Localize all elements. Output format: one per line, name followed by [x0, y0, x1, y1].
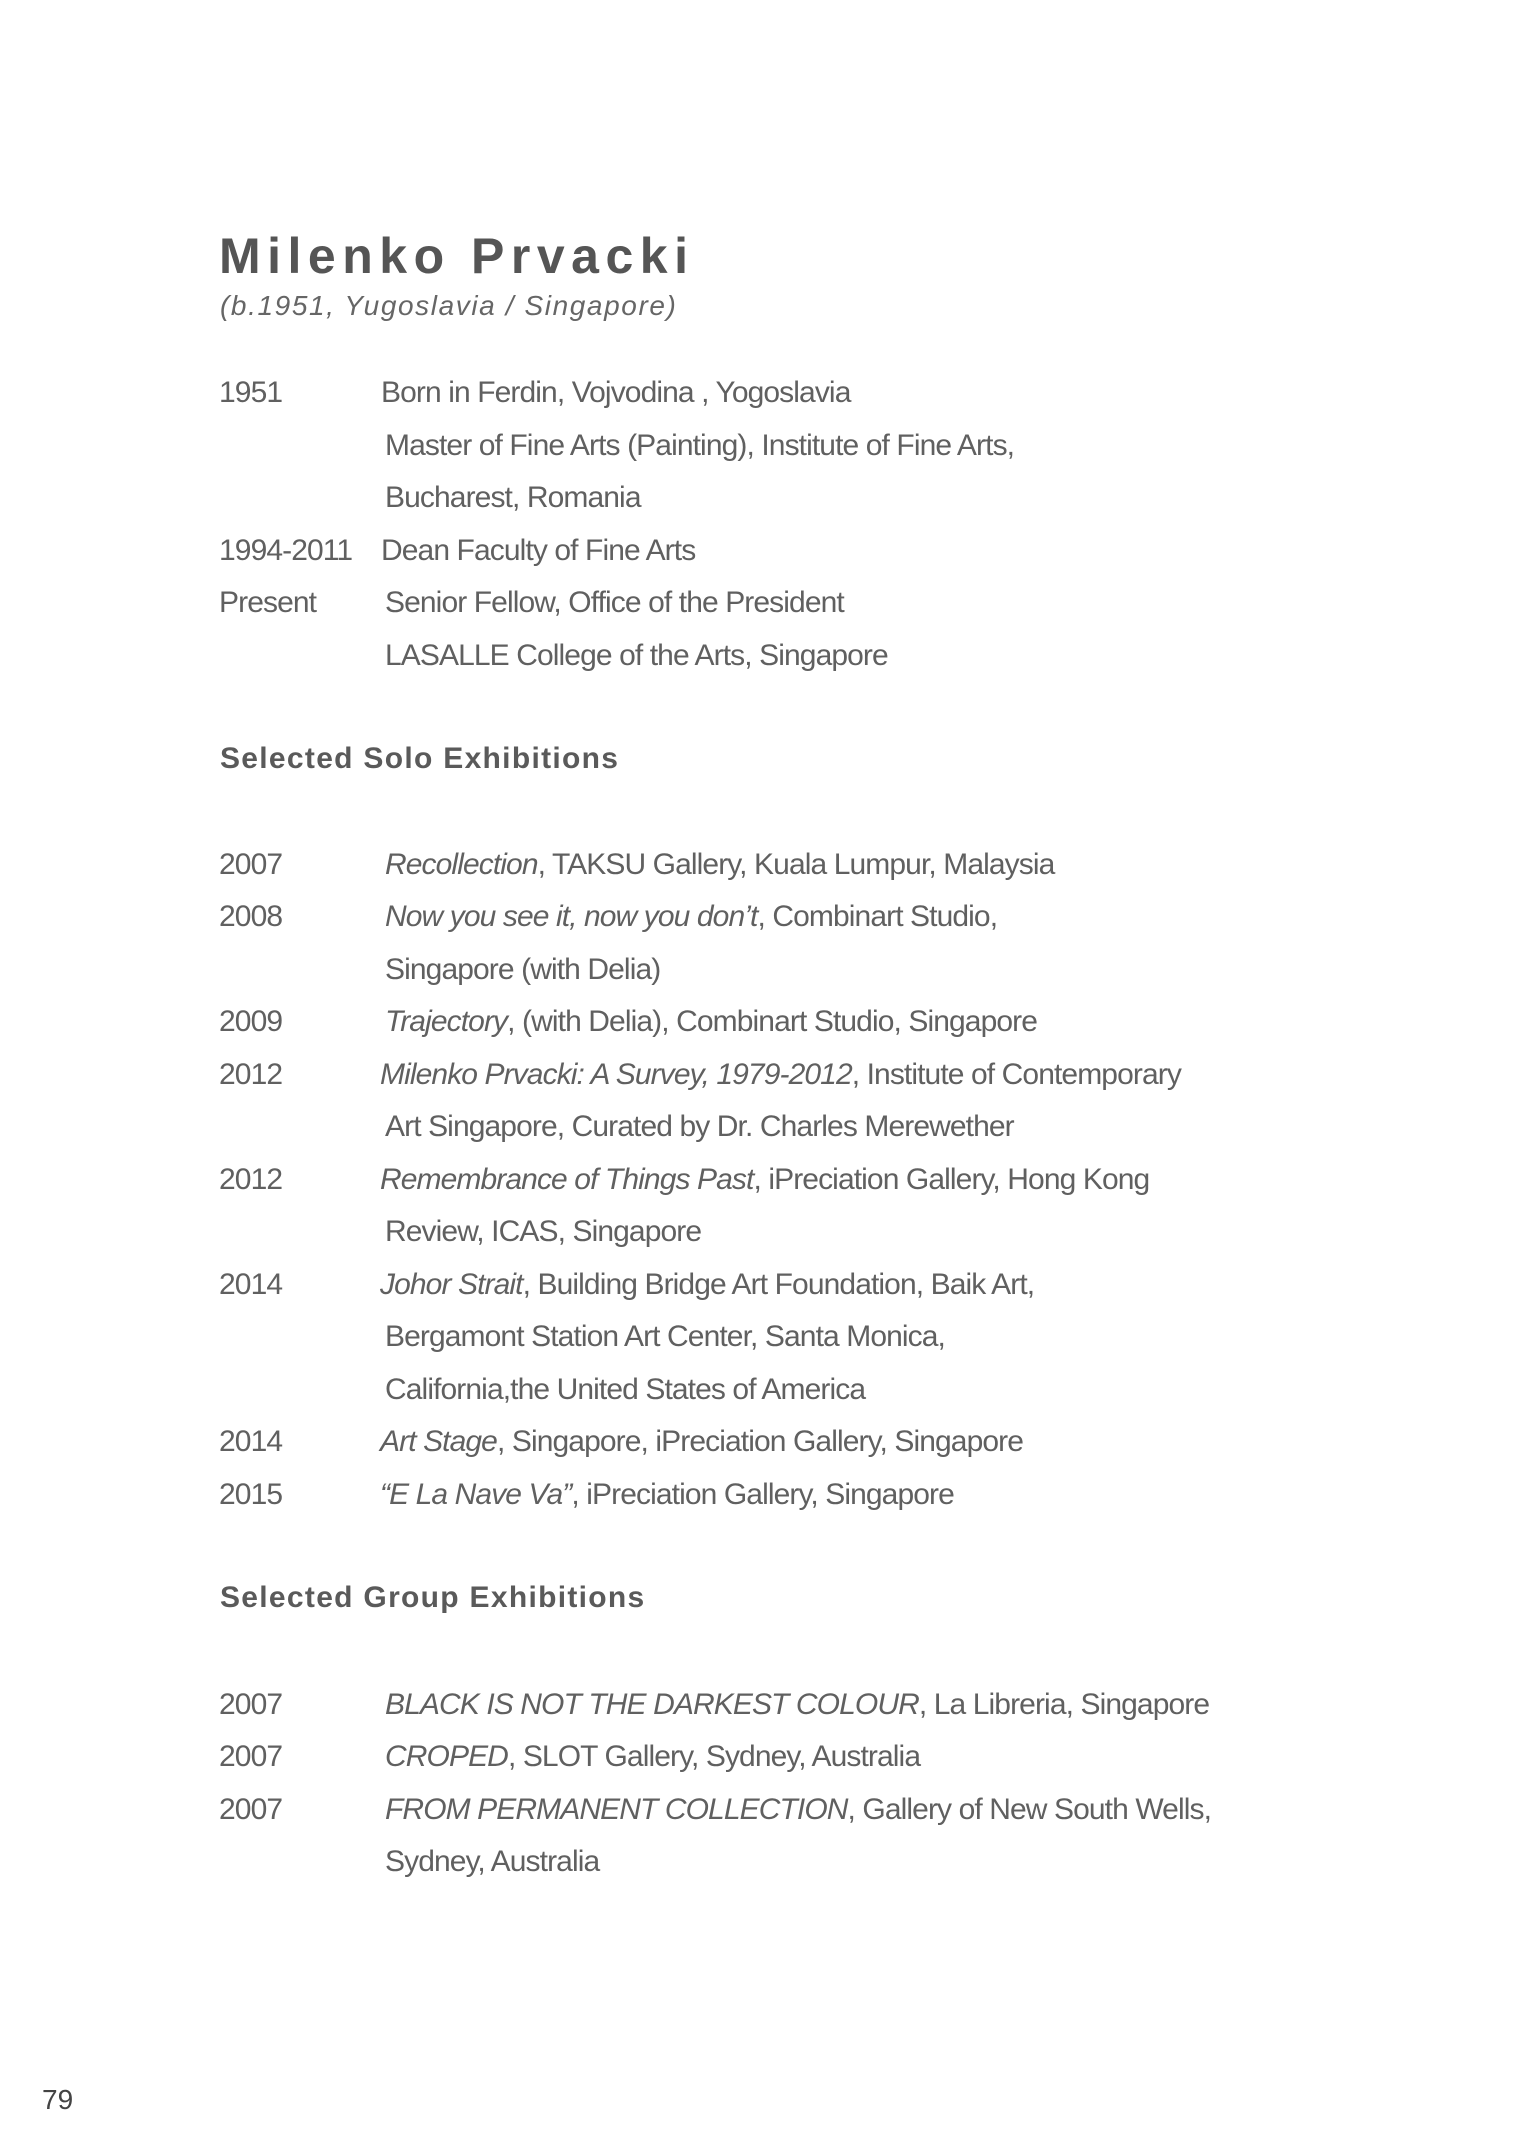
exhibition-text	[385, 1315, 945, 1359]
artist-name: Milenko Prvacki	[219, 228, 695, 284]
exhibition-title: Milenko Prvacki: A Survey, 1979-2012	[380, 1058, 852, 1091]
exhibition-year: 2014	[219, 1268, 283, 1301]
exhibition-text	[385, 1105, 1014, 1149]
exhibition-title: Remembrance of Things Past	[380, 1163, 754, 1196]
exhibition-details: , TAKSU Gallery, Kuala Lumpur, Malaysia	[537, 848, 1055, 881]
exhibition-year: 2008	[219, 900, 283, 933]
bio-text: Dean Faculty of Fine Arts	[381, 534, 696, 567]
exhibition-title: Art Stage	[380, 1425, 497, 1458]
exhibition-details: , Gallery of New South Wells,	[847, 1793, 1212, 1826]
exhibition-text	[385, 843, 1054, 887]
exhibition-year: 2007	[219, 1793, 283, 1826]
exhibition-year: 2007	[219, 1688, 283, 1721]
exhibition-details: Review, ICAS, Singapore	[385, 1215, 702, 1248]
bio-text: Senior Fellow, Office of the President	[385, 586, 844, 619]
exhibition-year: 2007	[219, 1740, 283, 1773]
exhibition-year: 2012	[219, 1163, 283, 1196]
exhibition-details: Sydney, Australia	[385, 1845, 600, 1878]
exhibition-text	[380, 1053, 1181, 1097]
bio-text: LASALLE College of the Arts, Singapore	[385, 639, 888, 672]
exhibition-details: Art Singapore, Curated by Dr. Charles Merewether	[385, 1110, 1014, 1143]
solo-exhibitions-heading: Selected Solo Exhibitions	[220, 742, 620, 775]
exhibition-details: Singapore (with Delia)	[385, 953, 661, 986]
exhibition-title: Recollection	[385, 848, 538, 881]
exhibition-details: , La Libreria, Singapore	[918, 1688, 1210, 1721]
exhibition-text	[385, 1368, 865, 1412]
exhibition-text	[380, 1473, 954, 1517]
exhibition-details: , iPreciation Gallery, Singapore	[571, 1478, 954, 1511]
bio-text: Born in Ferdin, Vojvodina , Yogoslavia	[381, 376, 851, 409]
group-exhibitions-heading: Selected Group Exhibitions	[220, 1581, 646, 1614]
artist-birth-info: (b.1951, Yugoslavia / Singapore)	[220, 290, 678, 321]
exhibition-title: BLACK IS NOT THE DARKEST COLOUR	[385, 1688, 919, 1721]
bio-text: Bucharest, Romania	[385, 481, 641, 514]
bio-text: Master of Fine Arts (Painting), Institute of Fine Arts,	[385, 429, 1015, 462]
bio-year: 1951	[219, 376, 283, 409]
exhibition-details: California,the United States of America	[385, 1373, 866, 1406]
exhibition-text	[385, 1210, 701, 1254]
exhibition-text	[380, 1420, 1023, 1464]
exhibition-details: , SLOT Gallery, Sydney, Australia	[507, 1740, 921, 1773]
exhibition-text	[385, 1683, 1209, 1727]
exhibition-details: Bergamont Station Art Center, Santa Monica,	[385, 1320, 945, 1353]
exhibition-year: 2015	[219, 1478, 283, 1511]
exhibition-details: , Singapore, iPreciation Gallery, Singapore	[496, 1425, 1024, 1458]
bio-year: Present	[219, 586, 317, 619]
exhibition-title: CROPED	[385, 1740, 508, 1773]
page-number: 79	[42, 2084, 74, 2115]
exhibition-details: , (with Delia), Combinart Studio, Singapore	[507, 1005, 1038, 1038]
exhibition-title: Trajectory	[385, 1005, 508, 1038]
exhibition-text	[380, 1158, 1149, 1202]
exhibition-details: , Combinart Studio,	[757, 900, 998, 933]
exhibition-text	[385, 1735, 920, 1779]
exhibition-text	[385, 1000, 1037, 1044]
exhibition-text	[385, 948, 660, 992]
exhibition-text	[385, 895, 997, 939]
exhibition-text	[380, 1263, 1034, 1307]
exhibition-title: Now you see it, now you don’t	[385, 900, 758, 933]
bio-year: 1994-2011	[219, 534, 353, 567]
exhibition-details: , Building Bridge Art Foundation, Baik Art,	[522, 1268, 1035, 1301]
exhibition-year: 2007	[219, 848, 283, 881]
exhibition-year: 2012	[219, 1058, 283, 1091]
exhibition-year: 2009	[219, 1005, 283, 1038]
exhibition-title: “E La Nave Va”	[380, 1478, 572, 1511]
exhibition-title: Johor Strait	[380, 1268, 523, 1301]
exhibition-details: , iPreciation Gallery, Hong Kong	[753, 1163, 1150, 1196]
exhibition-text	[385, 1840, 599, 1884]
exhibition-title: FROM PERMANENT COLLECTION	[385, 1793, 848, 1826]
exhibition-year: 2014	[219, 1425, 283, 1458]
exhibition-details: , Institute of Contemporary	[851, 1058, 1181, 1091]
exhibition-text	[385, 1788, 1211, 1832]
